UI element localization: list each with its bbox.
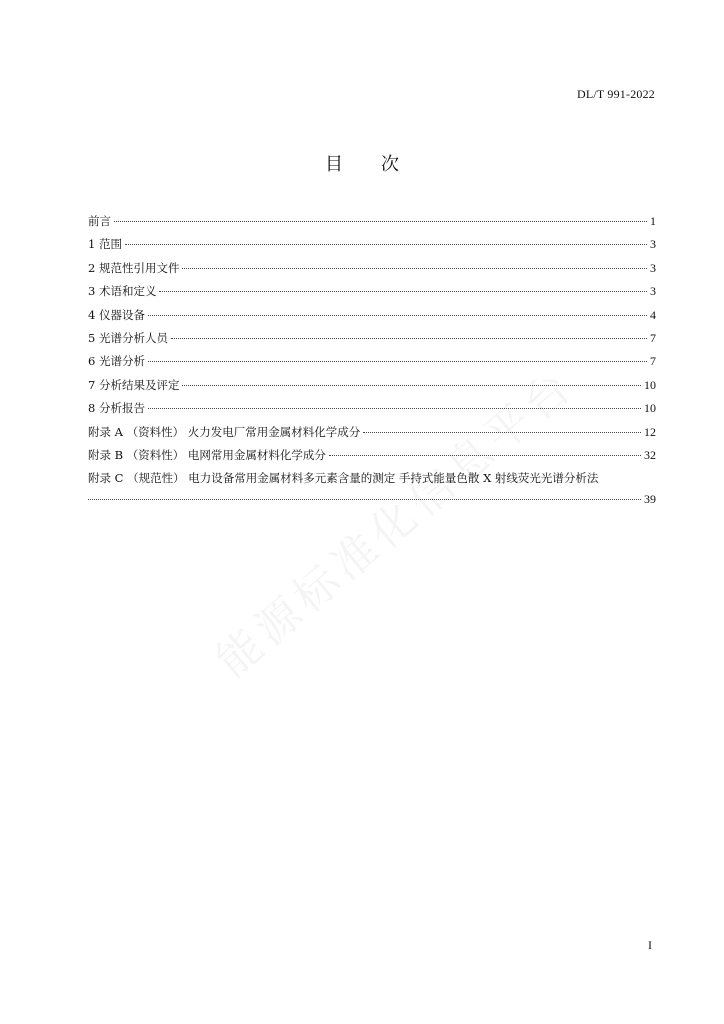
toc-entry-page: 10 <box>644 377 656 392</box>
toc-entry-page: 1 <box>650 214 656 228</box>
toc-entry-personnel[interactable] <box>88 327 656 350</box>
dot-leader <box>182 268 647 269</box>
toc-entry-page: 3 <box>650 260 656 275</box>
toc-entry-label: 7 分析结果及评定 <box>88 377 180 392</box>
toc-entry-label: 附录 A （资料性） 火力发电厂常用金属材料化学成分 <box>88 424 361 439</box>
toc-entry-terms-definitions[interactable] <box>88 280 656 303</box>
standard-code: DL/T 991-2022 <box>576 87 655 101</box>
toc-entry-page: 7 <box>650 354 656 369</box>
toc-entry-label: 1 范围 <box>88 237 122 252</box>
page-number: I <box>648 938 652 952</box>
toc-entry-label: 附录 C （规范性） 电力设备常用金属材料多元素含量的测定 手持式能量色散 X 射线荧光光谱分析法 <box>88 471 599 486</box>
toc-entry-spectral-analysis[interactable] <box>88 350 656 373</box>
toc-entry-appendix-b[interactable] <box>88 444 656 467</box>
dot-leader <box>88 499 641 500</box>
toc-entry-label: 6 光谱分析 <box>88 354 145 369</box>
toc-entry-page: 7 <box>650 330 656 345</box>
toc-entry-appendix-c[interactable] <box>88 467 656 506</box>
toc-entry-label: 附录 B （资料性） 电网常用金属材料化学成分 <box>88 447 326 462</box>
dot-leader <box>159 291 647 292</box>
toc-entry-appendix-a[interactable] <box>88 421 656 444</box>
page-title: 目次 <box>325 154 437 175</box>
toc-entry-page: 39 <box>644 491 656 506</box>
toc-entry-label: 8 分析报告 <box>88 401 145 416</box>
dot-leader <box>125 244 647 245</box>
table-of-contents <box>88 210 656 507</box>
toc-entry-label: 前言 <box>88 214 111 228</box>
toc-entry-page: 10 <box>644 401 656 416</box>
toc-entry-label: 3 术语和定义 <box>88 284 157 299</box>
toc-entry-page: 4 <box>650 307 656 322</box>
dot-leader <box>182 385 641 386</box>
dot-leader <box>148 408 641 409</box>
toc-entry-scope[interactable] <box>88 233 656 256</box>
toc-entry-foreword[interactable] <box>88 210 656 233</box>
toc-entry-page: 3 <box>650 237 656 252</box>
toc-entry-page: 12 <box>644 424 656 439</box>
dot-leader <box>363 432 641 433</box>
dot-leader <box>148 315 647 316</box>
dot-leader <box>329 455 641 456</box>
toc-entry-page: 32 <box>644 447 656 462</box>
toc-entry-label: 2 规范性引用文件 <box>88 260 180 275</box>
toc-entry-page: 3 <box>650 284 656 299</box>
toc-entry-results-evaluation[interactable] <box>88 374 656 397</box>
dot-leader <box>114 221 647 222</box>
dot-leader <box>171 338 647 339</box>
toc-entry-normative-references[interactable] <box>88 257 656 280</box>
toc-entry-instruments[interactable] <box>88 304 656 327</box>
toc-entry-report[interactable] <box>88 397 656 420</box>
toc-entry-label: 5 光谱分析人员 <box>88 330 168 345</box>
dot-leader <box>148 361 647 362</box>
toc-entry-label: 4 仪器设备 <box>88 307 145 322</box>
